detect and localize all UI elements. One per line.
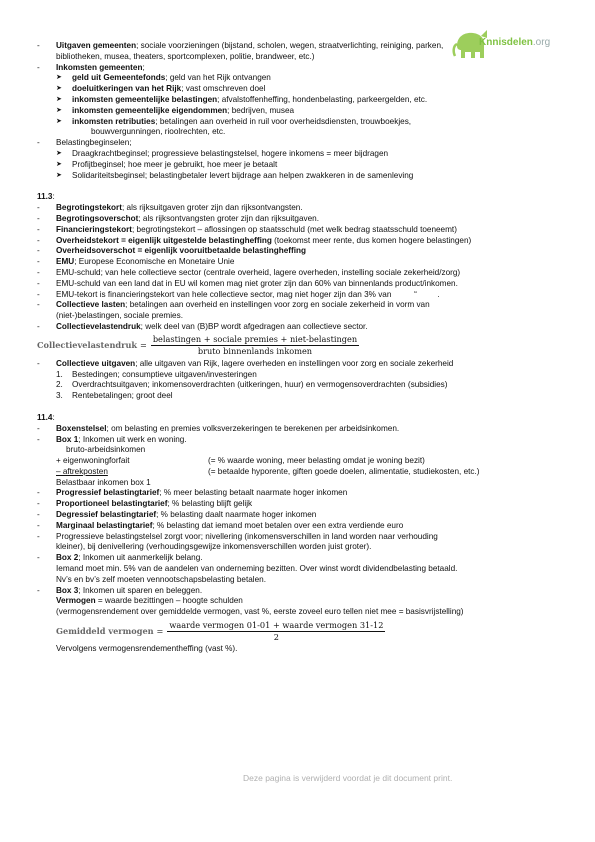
list-item: - Proportioneel belastingtarief; % belasting blijft gelijk — [37, 499, 253, 509]
sub-list-item: ➤ Solidariteitsbeginsel; belastingbetaler levert bijdrage aan helpen zwakkeren in de samenleving — [56, 170, 414, 180]
arrow-bullet-icon: ➤ — [56, 160, 62, 168]
list-item: - Box 1; Inkomen uit werk en woning. — [37, 434, 187, 444]
list-item-continuation: kleiner), bij denivellering (verhoudingsgewijze inkomensverschillen worden juist groter). — [56, 542, 372, 552]
list-item: - Box 3; Inkomen uit sparen en beleggen. — [37, 585, 203, 595]
formula-denominator: 2 — [273, 631, 279, 642]
list-item-continuation: (niet-)belastingen, sociale premies. — [56, 311, 183, 321]
list-item: - Box 2; Inkomen uit aanmerkelijk belang. — [37, 553, 203, 563]
watermark-suffix: .org — [532, 37, 551, 48]
formula-numerator: waarde vermogen 01-01 + waarde vermogen 31-12 — [169, 619, 384, 630]
section-heading: 11.3: — [37, 192, 55, 202]
watermark-brand: Knnisdelen — [479, 37, 533, 48]
list-item: - Progressief belastingtarief; % meer belasting betaalt naarmate hoger inkomen — [37, 488, 348, 498]
list-item-continuation: Iemand moet min. 5% van de aandelen van onderneming bezitten. Over winst wordt dividendbelasting betaald. — [56, 564, 458, 574]
list-item: - Progressieve belastingstelsel zorgt voor; nivellering (inkomensverschillen in land worden naar verhouding — [37, 531, 438, 541]
formula-collectievelastendruk — [37, 334, 562, 358]
sub-list-continuation: bouwvergunningen, rioolrechten, etc. — [91, 127, 226, 137]
numbered-item: 2. Overdrachtsuitgaven; inkomensoverdrachten (uitkeringen, huur) en vermogensoverdrachten (subsidies) — [56, 380, 448, 390]
sub-list-item: ➤ doeluitkeringen van het Rijk; vast omschreven doel — [56, 84, 266, 94]
sub-list-item: ➤ Draagkrachtbeginsel; progressieve belastingstelsel, hogere inkomens = meer bijdragen — [56, 148, 389, 158]
arrow-bullet-icon: ➤ — [56, 149, 62, 157]
arrow-bullet-icon: ➤ — [56, 171, 62, 179]
list-item-continuation: (vermogensrendement over gemiddelde vermogen, vast %, eerste zoveel euro tellen niet mee = basisvrijstelling) — [56, 607, 464, 617]
list-item: - Collectieve lasten; betalingen aan overheid en instellingen voor zorg en sociale zekerheid in vorm van — [37, 300, 430, 310]
list-item: - Belastingbeginselen; — [37, 138, 132, 148]
list-item: - Inkomsten gemeenten; — [37, 62, 145, 72]
formula-fraction — [151, 334, 359, 357]
list-item: - Overheidstekort = eigenlijk uitgestelde belastingheffing (toekomst meer rente, dus komen hogere belastingen) — [37, 235, 472, 245]
list-item: - EMU-schuld van een land dat in EU wil komen mag niet groter zijn dan 60% van binnenlands product/inkomen. — [37, 278, 458, 288]
sub-list-item: ➤ geld uit Gemeentefonds; geld van het Rijk ontvangen — [56, 73, 271, 83]
list-item: - Begrotingsoverschot; als rijksontvangsten groter zijn dan rijksuitgaven. — [37, 213, 320, 223]
formula-denominator: bruto binnenlands inkomen — [197, 346, 313, 357]
list-item: - EMU; Europese Economische en Monetaire Unie — [37, 257, 235, 267]
list-item-continuation: Nv’s en bv’s zelf moeten vennootschapsbelasting betalen. — [56, 574, 266, 584]
document-body — [37, 41, 562, 655]
list-item: - Boxenstelsel; om belasting en premies volksverzekeringen te berekenen per arbeidsinkomen. — [37, 423, 400, 433]
formula-label: Collectievelastendruk = — [37, 340, 147, 351]
list-item: - EMU-tekort is financieringstekort van hele collectieve sector, mag niet hoger zijn dan 3% van “ . — [37, 289, 440, 299]
sub-list-item: ➤ inkomsten gemeentelijke eigendommen; bedrijven, musea — [56, 105, 295, 115]
print-removal-note: Deze pagina is verwijderd voordat je dit document print. — [243, 773, 453, 783]
arrow-bullet-icon: ➤ — [56, 74, 62, 82]
arrow-bullet-icon: ➤ — [56, 117, 62, 125]
list-item: - Marginaal belastingtarief; % belasting dat iemand moet betalen over een extra verdiende euro — [37, 520, 404, 530]
arrow-bullet-icon: ➤ — [56, 95, 62, 103]
formula-fraction — [167, 620, 385, 643]
formula-numerator: belastingen + sociale premies + niet-belastingen — [152, 334, 358, 345]
sub-list-item: ➤ inkomsten retributies; betalingen aan overheid in ruil voor overheidsdiensten, trouwboekjes, — [56, 116, 412, 126]
box1-calculation: bruto-arbeidsinkomen + eigenwoningforfait (= % waarde woning, meer belasting omdat je woning bezit) – aftrekposten (= betaalde hyporente, giften goede doelen, alimentatie, studiekosten, etc.) Belastbaar inkomen box 1 — [56, 445, 480, 487]
arrow-bullet-icon: ➤ — [56, 106, 62, 114]
arrow-bullet-icon: ➤ — [56, 85, 62, 93]
sub-list-item: ➤ Profijtbeginsel; hoe meer je gebruikt, hoe meer je betaalt — [56, 159, 278, 169]
list-item: - Collectieve uitgaven; alle uitgaven van Rijk, lagere overheden en instellingen voor zorg en sociale zekerheid — [37, 358, 454, 368]
list-item: - Degressief belastingtarief; % belasting daalt naarmate hoger inkomen — [37, 510, 317, 520]
numbered-item: 1. Bestedingen; consumptieve uitgaven/investeringen — [56, 369, 257, 379]
formula-gemiddeld-vermogen — [37, 619, 562, 643]
list-item: - Begrotingstekort; als rijksuitgaven groter zijn dan rijksontvangsten. — [37, 203, 303, 213]
formula-label: Gemiddeld vermogen = — [56, 625, 164, 636]
list-item: - Collectievelastendruk; welk deel van (B)BP wordt afgedragen aan collectieve sector. — [37, 321, 368, 331]
list-item-continuation: bibliotheken, musea, theaters, sportcomplexen, politie, brandweer, etc.) — [56, 51, 315, 61]
sub-list-item: ➤ inkomsten gemeentelijke belastingen; afvalstoffenheffing, hondenbelasting, parkeergelden, etc. — [56, 94, 428, 104]
list-item: - Financieringstekort; begrotingstekort – aflossingen op staatsschuld (met welk bedrag staatsschuld toeneemt) — [37, 224, 457, 234]
list-item-continuation: Vermogen = waarde bezittingen – hoogte schulden — [56, 596, 243, 606]
list-item: - EMU-schuld; van hele collectieve sector (centrale overheid, lagere overheden, instelling sociale zekerheid/zorg) — [37, 267, 461, 277]
list-item-continuation: Vervolgens vermogensrendementheffing (vast %). — [56, 644, 238, 654]
numbered-item: 3. Rentebetalingen; groot deel — [56, 391, 173, 401]
list-item: - Overheidsoverschot = eigenlijk vooruitbetaalde belastingheffing — [37, 246, 307, 256]
section-heading: 11.4: — [37, 412, 55, 422]
list-item: - Uitgaven gemeenten; sociale voorzieningen (bijstand, scholen, wegen, straatverlichting, reiniging, parken, — [37, 41, 444, 50]
